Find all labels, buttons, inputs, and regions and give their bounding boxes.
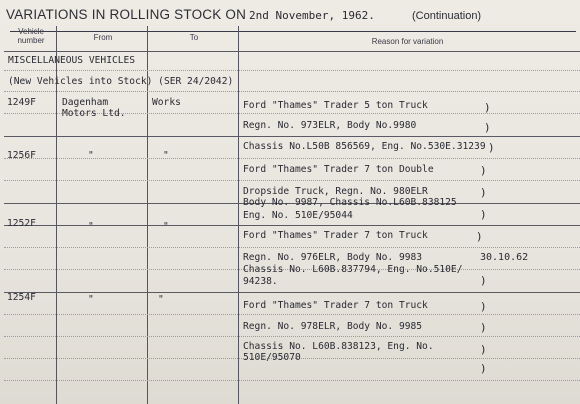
from-value: "	[88, 294, 94, 305]
row-rule	[4, 292, 580, 293]
from-value: Dagenham	[62, 97, 109, 108]
from-value: Motors Ltd.	[62, 108, 126, 119]
vehicle-number: 1254F	[7, 292, 36, 303]
row-rule	[4, 136, 580, 137]
reason-line: Ford "Thames" Trader 7 ton Double	[243, 164, 434, 175]
reason-line: Dropside Truck, Regn. No. 980ELR	[243, 186, 428, 197]
document-header	[6, 6, 576, 26]
row-rule	[4, 247, 580, 248]
reason-line: Chassis No. L60B.837794, Eng. No.510E/	[243, 264, 463, 275]
row-rule	[4, 314, 580, 315]
column-header-from: From	[93, 33, 113, 42]
bracket-mark: )	[484, 121, 491, 134]
bracket-mark: )	[480, 321, 487, 334]
reason-line: Ford "Thames" Trader 7 ton Truck	[243, 300, 428, 311]
bracket-mark: )	[476, 230, 483, 243]
reason-line: Ford "Thames" Trader 5 ton Truck	[243, 100, 428, 111]
bracket-mark: )	[480, 208, 487, 221]
column-header-vehicle-number: Vehicle number	[17, 27, 45, 45]
from-value: "	[88, 221, 94, 232]
reason-line: Eng. No. 510E/95044	[243, 210, 353, 221]
bracket-mark: )	[484, 101, 491, 114]
row-rule	[4, 70, 580, 71]
header-rule	[10, 31, 576, 32]
document-title: VARIATIONS IN ROLLING STOCK ON	[6, 7, 247, 22]
section-subtitle: (New Vehicles into Stock) (SER 24/2042)	[8, 76, 234, 87]
reason-line: Ford "Thames" Trader 7 ton Truck	[243, 230, 428, 241]
row-rule	[4, 336, 580, 337]
to-value: "	[163, 221, 169, 232]
bracket-mark: )	[480, 362, 487, 375]
row-rule	[4, 91, 580, 92]
to-value: Works	[152, 97, 181, 108]
section-title: MISCELLANEOUS VEHICLES	[8, 55, 136, 66]
reason-line: Regn. No. 978ELR, Body No. 9985	[243, 321, 423, 332]
continuation-label: (Continuation)	[412, 10, 482, 22]
reason-line: Chassis No. L60B.838123, Eng. No.	[243, 341, 434, 352]
bracket-mark: )	[480, 186, 487, 199]
reason-line: Chassis No.L50B 856569, Eng. No.530E.31239	[243, 141, 486, 152]
bracket-mark: )	[480, 274, 487, 287]
column-header-rule	[4, 51, 580, 52]
document-date: 2nd November, 1962.	[249, 9, 375, 22]
reason-line: Regn. No. 976ELR, Body No. 9983	[243, 252, 423, 263]
bracket-mark: )	[480, 343, 487, 356]
column-header-reason: Reason for variation	[371, 37, 444, 46]
vehicle-number: 1252F	[7, 218, 36, 229]
reason-line: Body No. 9987, Chassis No.L60B.838125	[243, 197, 457, 208]
row-rule	[4, 180, 580, 181]
row-rule	[4, 380, 580, 381]
bracket-mark: )	[480, 164, 487, 177]
to-value: "	[163, 150, 169, 161]
bracket-mark: )	[488, 141, 495, 154]
to-value: "	[158, 294, 164, 305]
bracket-mark: )	[480, 300, 487, 313]
reason-line: Regn. No. 973ELR, Body No.9980	[243, 120, 417, 131]
column-divider	[238, 26, 239, 404]
vehicle-number: 1256F	[7, 150, 36, 161]
bracket-date: 30.10.62	[480, 252, 529, 263]
vehicle-number: 1249F	[7, 97, 36, 108]
column-header-to: To	[189, 33, 199, 42]
reason-line: 94238.	[243, 276, 278, 287]
from-value: "	[88, 150, 94, 161]
reason-line: 510E/95070	[243, 352, 301, 363]
